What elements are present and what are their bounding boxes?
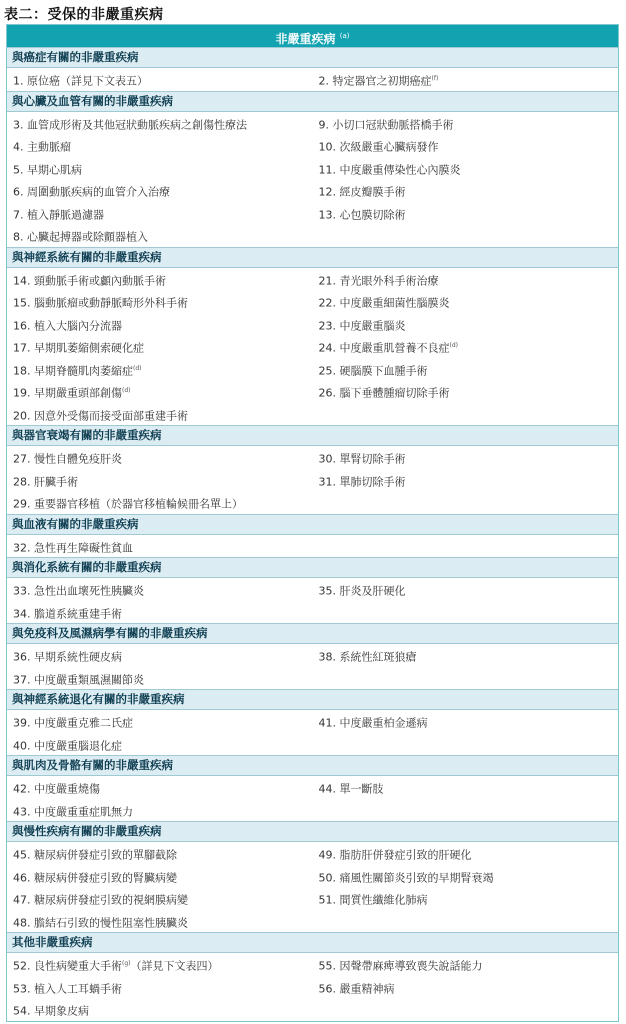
- condition-text: 43. 中度嚴重重症肌無力: [13, 805, 133, 819]
- condition-text: 37. 中度嚴重類風濕關節炎: [13, 673, 144, 687]
- table-row: [7, 998, 618, 1021]
- condition-text: 31. 單肺切除手術: [318, 475, 406, 489]
- condition-text: 14. 頸動脈手術或顱內動脈手術: [13, 274, 166, 288]
- section: [7, 557, 618, 623]
- condition-text: 24. 中度嚴重肌營養不良症: [318, 341, 450, 355]
- condition-text: 36. 早期系統性硬皮病: [13, 650, 122, 664]
- right-cell: [313, 842, 619, 865]
- left-cell: [7, 776, 313, 799]
- condition-text: 45. 糖尿病併發症引致的單腳截除: [13, 848, 177, 862]
- table-row: [7, 224, 618, 247]
- condition-text: 46. 糖尿病併發症引致的腎臟病變: [13, 871, 177, 885]
- table-row: [7, 380, 618, 403]
- left-cell: [7, 202, 313, 225]
- left-cell: [7, 380, 313, 403]
- left-cell: [7, 313, 313, 336]
- left-cell: [7, 601, 313, 624]
- footnote-marker: (d): [122, 387, 131, 394]
- condition-text: 10. 次級嚴重心臟病發作: [318, 140, 439, 154]
- footnote-marker: (f): [431, 75, 439, 82]
- right-cell: [313, 976, 619, 999]
- table-row: [7, 335, 618, 358]
- condition-text: 56. 嚴重精神病: [318, 982, 395, 996]
- right-cell: [313, 358, 619, 381]
- condition-text: 13. 心包膜切除術: [318, 208, 406, 222]
- conditions-table: [6, 24, 619, 1022]
- right-cell: [313, 446, 619, 469]
- footnote-marker: (d): [133, 364, 142, 372]
- section: [7, 821, 618, 932]
- section-title: 與血液有關的非嚴重疾病: [7, 514, 618, 535]
- section: [7, 247, 618, 426]
- section: [7, 91, 618, 247]
- right-cell: [313, 667, 619, 690]
- section-title: 與免疫科及風濕病學有關的非嚴重疾病: [7, 623, 618, 644]
- left-cell: [7, 446, 313, 469]
- section: [7, 47, 618, 91]
- table-row: [7, 976, 618, 999]
- right-cell: [313, 112, 619, 135]
- table-row: [7, 710, 618, 733]
- left-cell: [7, 335, 313, 358]
- left-cell: [7, 799, 313, 822]
- right-cell: [313, 578, 619, 601]
- table-row: [7, 290, 618, 313]
- condition-text: 30. 單腎切除手術: [318, 452, 406, 466]
- right-cell: [313, 998, 619, 1021]
- sections-container: [7, 47, 618, 1021]
- table-row: [7, 887, 618, 910]
- table-row: [7, 268, 618, 291]
- right-cell: [313, 179, 619, 202]
- condition-text: 3. 血管成形術及其他冠狀動脈疾病之創傷性療法: [13, 118, 247, 132]
- left-cell: [7, 887, 313, 910]
- condition-text: 44. 單一斷肢: [318, 782, 384, 796]
- condition-text: 5. 早期心肌病: [13, 163, 82, 177]
- condition-text: 34. 膽道系統重建手術: [13, 607, 122, 621]
- right-cell: [313, 134, 619, 157]
- left-cell: [7, 491, 313, 514]
- condition-text: 32. 急性再生障礙性貧血: [13, 541, 133, 555]
- section-title: 與器官衰竭有關的非嚴重疾病: [7, 425, 618, 446]
- left-cell: [7, 710, 313, 733]
- condition-text: 2. 特定器官之初期癌症: [318, 74, 432, 88]
- right-cell: [313, 268, 619, 291]
- left-cell: [7, 134, 313, 157]
- table-row: [7, 578, 618, 601]
- left-cell: [7, 842, 313, 865]
- right-cell: [313, 335, 619, 358]
- table-row: [7, 667, 618, 690]
- condition-text: 42. 中度嚴重燒傷: [13, 782, 100, 796]
- table-row: [7, 134, 618, 157]
- section-title: 與慢性疾病有關的非嚴重疾病: [7, 821, 618, 842]
- section-title: 與消化系統有關的非嚴重疾病: [7, 557, 618, 578]
- condition-text: 49. 脂肪肝併發症引致的肝硬化: [318, 848, 472, 862]
- condition-text: 22. 中度嚴重細菌性腦膜炎: [318, 296, 450, 310]
- right-cell: [313, 865, 619, 888]
- right-cell: [313, 601, 619, 624]
- right-cell: [313, 799, 619, 822]
- condition-text: 9. 小切口冠狀動脈搭橋手術: [318, 118, 454, 132]
- left-cell: [7, 224, 313, 247]
- footnote-marker: (d): [449, 342, 458, 349]
- table-row: [7, 469, 618, 492]
- condition-text: 50. 痛風性關節炎引致的早期腎衰竭: [318, 871, 494, 885]
- left-cell: [7, 469, 313, 492]
- table-row: [7, 601, 618, 624]
- condition-text: 21. 青光眼外科手術治療: [318, 274, 439, 288]
- section-title: 與肌肉及骨骼有關的非嚴重疾病: [7, 755, 618, 776]
- right-cell: [313, 910, 619, 933]
- condition-text: 35. 肝炎及肝硬化: [318, 584, 406, 598]
- table-row: [7, 358, 618, 381]
- condition-text: 12. 經皮瓣膜手術: [318, 185, 406, 199]
- table-row: [7, 865, 618, 888]
- condition-text: 25. 硬腦膜下血腫手術: [318, 364, 428, 378]
- right-cell: [313, 68, 619, 91]
- table-header-note: (a): [339, 32, 350, 40]
- table-row: [7, 313, 618, 336]
- condition-text: 28. 肝臟手術: [13, 475, 78, 489]
- left-cell: [7, 733, 313, 756]
- table-row: [7, 910, 618, 933]
- table-row: [7, 842, 618, 865]
- condition-text: 39. 中度嚴重克雅二氏症: [13, 716, 133, 730]
- table-row: [7, 491, 618, 514]
- right-cell: [313, 224, 619, 247]
- left-cell: [7, 157, 313, 180]
- condition-text: 55. 因聲帶麻痺導致喪失說話能力: [318, 959, 483, 973]
- section: [7, 623, 618, 689]
- condition-text: 6. 周圍動脈疾病的血管介入治療: [13, 185, 170, 199]
- left-cell: [7, 976, 313, 999]
- condition-text: 47. 糖尿病併發症引致的視網膜病變: [13, 893, 188, 907]
- condition-text: 7. 植入靜脈過濾器: [13, 208, 104, 222]
- left-cell: [7, 644, 313, 667]
- table-row: [7, 112, 618, 135]
- right-cell: [313, 157, 619, 180]
- condition-suffix: （詳見下文表四）: [130, 959, 219, 973]
- right-cell: [313, 403, 619, 426]
- table-row: [7, 953, 618, 976]
- condition-text: 54. 早期象皮病: [13, 1004, 89, 1018]
- condition-text: 11. 中度嚴重傳染性心內膜炎: [318, 163, 461, 177]
- table-row: [7, 446, 618, 469]
- page-title: 表二：受保的非嚴重疾病: [4, 7, 164, 23]
- condition-text: 17. 早期肌萎縮側索硬化症: [13, 341, 144, 355]
- condition-text: 29. 重要器官移植（於器官移植輪候冊名單上）: [13, 497, 243, 511]
- table-row: [7, 179, 618, 202]
- right-cell: [313, 776, 619, 799]
- section-title: 與神經系統退化有關的非嚴重疾病: [7, 689, 618, 710]
- left-cell: [7, 358, 313, 381]
- condition-text: 33. 急性出血壞死性胰臟炎: [13, 584, 144, 598]
- table-row: [7, 799, 618, 822]
- section: [7, 425, 618, 514]
- condition-text: 40. 中度嚴重腦退化症: [13, 739, 122, 753]
- left-cell: [7, 268, 313, 291]
- left-cell: [7, 290, 313, 313]
- left-cell: [7, 578, 313, 601]
- table-row: [7, 733, 618, 756]
- section-title: 與神經系統有關的非嚴重疾病: [7, 247, 618, 268]
- condition-text: 52. 良性病變重大手術: [13, 959, 122, 973]
- right-cell: [313, 380, 619, 403]
- condition-text: 15. 腦動脈瘤或動靜脈畸形外科手術: [13, 296, 188, 310]
- condition-text: 48. 膽結石引致的慢性阻塞性胰臟炎: [13, 916, 188, 930]
- condition-text: 41. 中度嚴重柏金遜病: [318, 716, 428, 730]
- table-row: [7, 202, 618, 225]
- right-cell: [313, 313, 619, 336]
- right-cell: [313, 953, 619, 976]
- condition-text: 20. 因意外受傷而接受面部重建手術: [13, 409, 188, 423]
- left-cell: [7, 910, 313, 933]
- left-cell: [7, 865, 313, 888]
- right-cell: [313, 202, 619, 225]
- left-cell: [7, 667, 313, 690]
- condition-text: 38. 系統性紅斑狼瘡: [318, 650, 417, 664]
- condition-text: 51. 間質性纖維化肺病: [318, 893, 428, 907]
- condition-text: 23. 中度嚴重腦炎: [318, 319, 406, 333]
- right-cell: [313, 710, 619, 733]
- right-cell: [313, 535, 619, 558]
- section-title: 其他非嚴重疾病: [7, 932, 618, 953]
- table-row: [7, 776, 618, 799]
- section-title: 與心臟及血管有關的非嚴重疾病: [7, 91, 618, 112]
- left-cell: [7, 998, 313, 1021]
- condition-text: 4. 主動脈瘤: [13, 140, 71, 154]
- condition-text: 27. 慢性自體免疫肝炎: [13, 452, 122, 466]
- right-cell: [313, 644, 619, 667]
- section-title: 與癌症有關的非嚴重疾病: [7, 47, 618, 68]
- section: [7, 514, 618, 558]
- left-cell: [7, 112, 313, 135]
- table-header: [7, 25, 618, 47]
- left-cell: [7, 535, 313, 558]
- table-row: [7, 644, 618, 667]
- table-row: [7, 535, 618, 558]
- condition-text: 19. 早期嚴重頭部創傷: [13, 386, 122, 400]
- condition-text: 8. 心臟起搏器或除顫器植入: [13, 230, 148, 244]
- table-row: [7, 157, 618, 180]
- condition-text: 18. 早期脊髓肌肉萎縮症: [13, 364, 133, 378]
- left-cell: [7, 179, 313, 202]
- left-cell: [7, 403, 313, 426]
- condition-text: 26. 腦下垂體腫瘤切除手術: [318, 386, 450, 400]
- left-cell: [7, 68, 313, 91]
- right-cell: [313, 469, 619, 492]
- section: [7, 755, 618, 821]
- section: [7, 932, 618, 1021]
- left-cell: [7, 953, 313, 976]
- table-header-label: 非嚴重疾病: [275, 32, 336, 46]
- table-row: [7, 403, 618, 426]
- right-cell: [313, 887, 619, 910]
- section: [7, 689, 618, 755]
- table-row: [7, 68, 618, 91]
- footnote-marker: (g): [122, 960, 131, 967]
- right-cell: [313, 491, 619, 514]
- right-cell: [313, 733, 619, 756]
- condition-text: 1. 原位癌（詳見下文表五）: [13, 74, 148, 88]
- right-cell: [313, 290, 619, 313]
- condition-text: 53. 植入人工耳蝸手術: [13, 982, 122, 996]
- condition-text: 16. 植入大腦內分流器: [13, 319, 122, 333]
